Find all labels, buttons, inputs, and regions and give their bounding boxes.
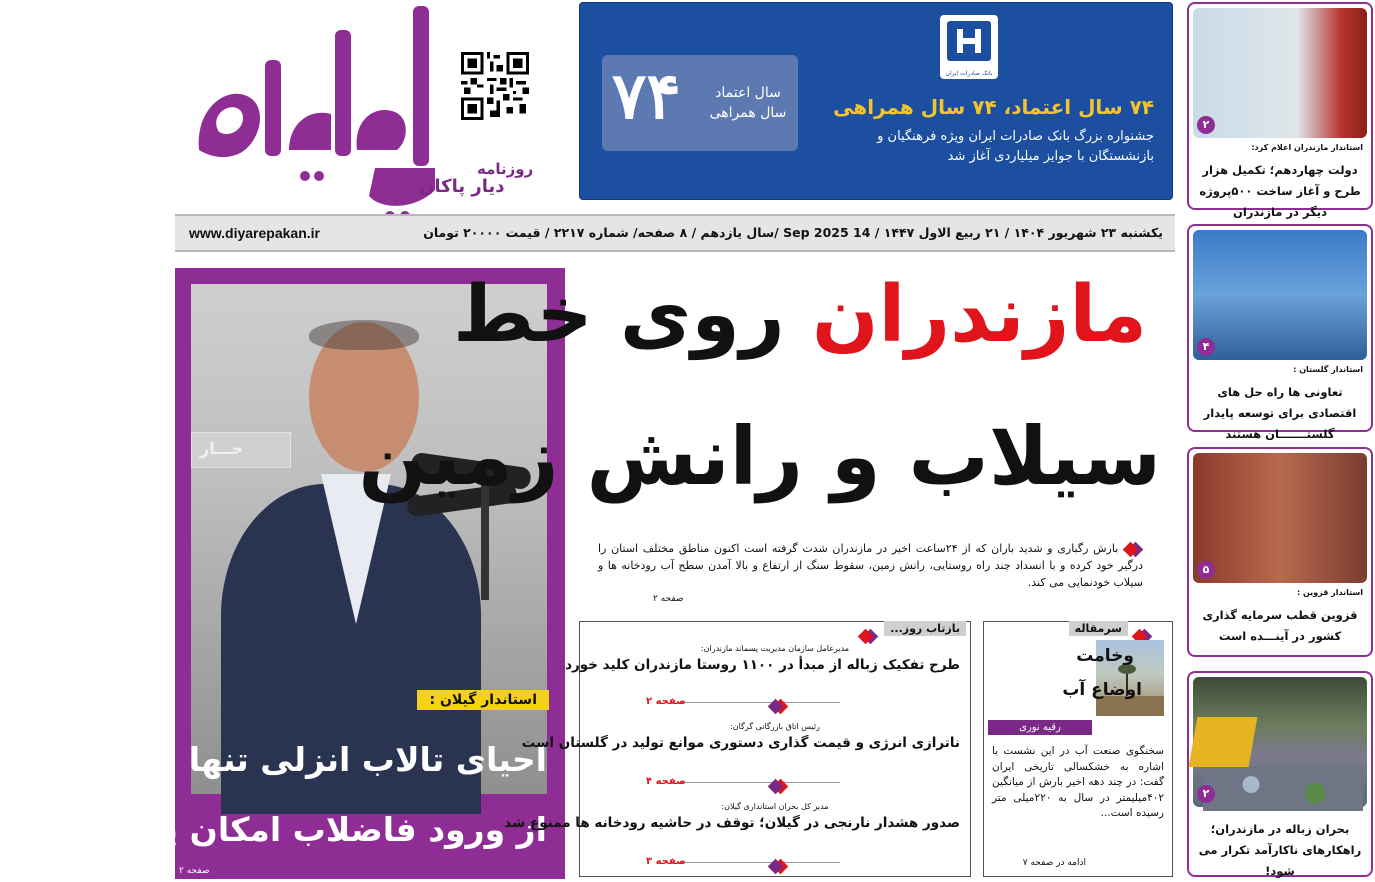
news-item-title: ناترازی انرژی و قیمت گذاری دستوری موانع تولید در گلستان است xyxy=(521,735,960,751)
editorial-tag: سرمقاله xyxy=(1069,621,1128,636)
sidebar-story-page-number: ۴ xyxy=(1197,338,1215,356)
lead-page-ref[interactable]: صفحه ۲ xyxy=(653,594,684,604)
ad-number: ۷۴ xyxy=(612,60,681,132)
news-item-divider-icon xyxy=(768,856,788,875)
lead-text: بارش رگباری و شدید باران که از ۲۴ساعت اخیر در مازندران شدت گرفته است اکنون مناطق مختلف استان را درگیر خود کرده و با انسداد چند راه روستایی، رانش زمین، سقوط سنگ از ارتفاع و بالا آمدن سطح آب رودخانه ها و سیلاب خودنمایی می کند. xyxy=(598,542,1143,589)
paper-label: روزنامه xyxy=(477,160,534,178)
sidebar-story-page-number: ۲ xyxy=(1197,785,1215,803)
feature-photo xyxy=(191,284,547,794)
dateline: یکشنبه ۲۳ شهریور ۱۴۰۴ / ۲۱ ربیع الاول ۱۴۴۷ / 14 Sep 2025 /سال یازدهم / ۸ صفحه/ شماره ۲۲۱۷ / قیمت ۲۰۰۰۰ تومان xyxy=(423,225,1163,240)
sidebar-story-title: قزوین قطب سرمایه گذاری کشور در آینـــده است xyxy=(1202,608,1358,643)
main-headline-line1[interactable] xyxy=(453,270,1147,360)
news-item-source: مدیر کل بحران استانداری گیلان: xyxy=(721,802,829,811)
headline-red-word: مازندران xyxy=(811,270,1147,360)
watermark-badge xyxy=(191,432,291,468)
news-item-title: صدور هشدار نارنجی در گیلان؛ توقف در حاشیه رودخانه ها ممنوع شد xyxy=(504,815,960,831)
editorial-author: رقیه نوری xyxy=(988,720,1092,735)
news-item-divider-icon xyxy=(768,776,788,795)
lead-bullet-icon xyxy=(1123,542,1143,555)
watermark-text: جـــار xyxy=(200,439,244,458)
sidebar-story-title: بحران زباله در مازندران؛ راهکارهای ناکارآمد تکرار می شود! xyxy=(1198,822,1362,878)
website-link[interactable]: www.diyarepakan.ir xyxy=(189,225,320,241)
bank-advertisement[interactable] xyxy=(579,2,1173,200)
ad-anniversary-box xyxy=(602,55,798,151)
news-item[interactable] xyxy=(565,644,960,707)
news-item-page[interactable]: صفحه ۴ xyxy=(646,776,686,787)
editorial-continue-link[interactable]: ادامه در صفحه ۷ xyxy=(1022,858,1086,868)
bank-logo-icon xyxy=(940,15,998,79)
news-item-source: رئیس اتاق بازرگانی گرگان: xyxy=(730,722,820,731)
sidebar-story-kicker: استاندار گلستان : xyxy=(1293,365,1363,374)
news-item-divider-icon xyxy=(768,696,788,715)
sidebar-story-photo xyxy=(1193,677,1367,807)
bank-caption: بانک صادرات ایران xyxy=(945,70,993,77)
feature-title-line1: احیای تالاب انزلی تنها با جلوگیری xyxy=(0,740,547,779)
editorial-box[interactable] xyxy=(983,621,1173,877)
sidebar-story[interactable] xyxy=(1187,2,1373,219)
news-item[interactable] xyxy=(521,722,960,787)
sidebar-story-title: تعاونی ها راه حل های اقتصادی برای توسعه پایدار گلستـــــــان هستند xyxy=(1203,385,1357,441)
ad-title: ۷۴ سال اعتماد، ۷۴ سال همراهی xyxy=(833,95,1154,119)
news-box-tag-icon xyxy=(858,626,878,645)
sidebar-story-page-number: ۵ xyxy=(1197,561,1215,579)
sidebar-story-photo xyxy=(1193,230,1367,360)
sidebar-story[interactable] xyxy=(1187,447,1373,657)
sidebar-story-title: دولت چهاردهم؛ تکمیل هزار طرح و آغاز ساخت ۵۰۰پروژه دیگر در مازندران xyxy=(1199,163,1361,219)
sidebar-story-photo xyxy=(1193,8,1367,138)
sidebar-story-page-number: ۲ xyxy=(1197,116,1215,134)
news-item-title: طرح تفکیک زباله از مبدأ در ۱۱۰۰ روستا مازندران کلید خورد xyxy=(565,657,960,673)
news-item-source: مدیرعامل سازمان مدیریت پسماند مازندران: xyxy=(700,644,850,653)
news-box xyxy=(504,621,971,877)
editorial-title-line2: اوضاع آب xyxy=(1062,680,1142,700)
news-item-page[interactable]: صفحه ۲ xyxy=(646,696,686,707)
ad-box-text: سال اعتماد سال همراهی xyxy=(709,85,787,121)
feature-title-line2: از ورود فاضلاب امکان پذیر است xyxy=(23,810,547,849)
news-item-page[interactable]: صفحه ۳ xyxy=(646,856,686,867)
newspaper-logo[interactable] xyxy=(185,0,505,215)
feature-page-ref[interactable]: صفحه ۲ xyxy=(179,866,210,876)
sidebar-story-photo xyxy=(1193,453,1367,583)
brand-subtext: دیار پاکان xyxy=(419,176,505,197)
sidebar-story[interactable] xyxy=(1187,671,1373,877)
headline-black-words: روی خط xyxy=(453,270,785,360)
editorial-title-line1: وخامت xyxy=(1076,646,1134,666)
sidebar-story-kicker: استاندار قزوین : xyxy=(1296,588,1363,597)
lead-paragraph xyxy=(598,540,1143,591)
sidebar-story-kicker: استاندار مازندران اعلام کرد: xyxy=(1251,143,1363,152)
date-bar xyxy=(175,214,1175,252)
ad-description: جشنواره بزرگ بانک صادرات ایران ویژه فرهنگیان و بازنشستگان با جوایز میلیاردی آغاز شد xyxy=(877,129,1154,164)
feature-kicker: استاندار گیلان : xyxy=(417,690,549,710)
editorial-body: سخنگوی صنعت آب در این نشست با اشاره به خشکسالی تاریخی ایران گفت: در چند دهه اخیر بارش از میانگین ۴۰۲میلیمتر در سال به ۲۲۰میلی متر رسیده است... xyxy=(992,745,1164,819)
qr-code[interactable] xyxy=(461,52,529,120)
main-headline-line2[interactable]: سیلاب و رانش زمین xyxy=(358,410,1161,503)
sidebar-story[interactable] xyxy=(1187,224,1373,441)
news-item[interactable] xyxy=(504,802,960,867)
news-box-tag: بازتاب روز... xyxy=(884,621,966,636)
